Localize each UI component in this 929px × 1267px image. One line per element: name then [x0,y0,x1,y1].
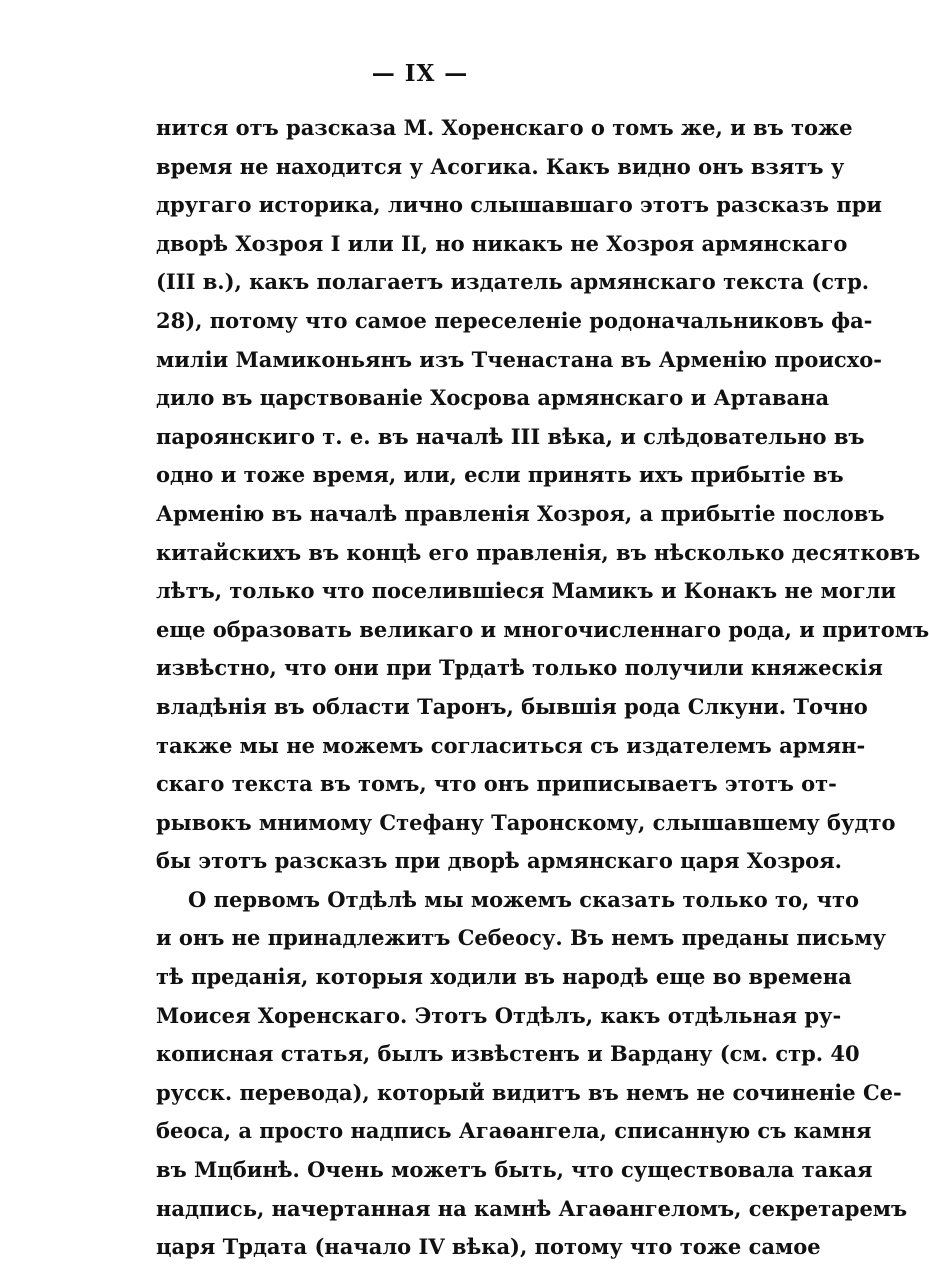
text-line: китайскихъ въ концѣ его правленія, въ нѣсколько десятковъ [156,539,921,565]
paragraph-1 [156,109,929,881]
text-line: кописная статья, былъ извѣстенъ и Вардану (см. стр. 40 [156,1041,860,1067]
text-line: также мы не можемъ согласиться съ издателемъ армян- [156,732,866,758]
text-line: пароянскиго т. е. въ началѣ III вѣка, и слѣдовательно въ [156,423,865,449]
text-line: 28), потому что самое переселеніе родоначальниковъ фа- [156,307,873,333]
body-text [156,109,929,1267]
text-line: рывокъ мнимому Стефану Таронскому, слышавшему будто [156,809,896,835]
page-number: — IX — [371,60,469,87]
text-line: дило въ царствованіе Хосрова армянскаго и Артавана [156,385,830,411]
text-line: одно и тоже время, или, если принять ихъ прибытіе въ [156,462,844,488]
text-line: дворѣ Хозроя I или II, но никакъ не Хозроя армянскаго [156,230,848,256]
paragraph-2 [156,881,908,1267]
text-line: въ Мцбинѣ. Очень можетъ быть, что существовала такая [156,1157,873,1183]
text-line: О первомъ Отдѣлѣ мы можемъ сказать только то, что [188,886,860,912]
text-line: владѣнія въ области Таронъ, бывшія рода Слкуни. Точно [156,693,868,719]
text-line: извѣстно, что они при Трдатѣ только получили княжескія [156,655,883,681]
text-line: Арменію въ началѣ правленія Хозроя, а прибытіе пословъ [156,500,885,526]
text-line: надпись, начертанная на камнѣ Агаѳангеломъ, секретаремъ [156,1195,908,1221]
text-line: Моисея Хоренскаго. Этотъ Отдѣлъ, какъ отдѣльная ру- [156,1002,842,1028]
text-line: нится отъ разсказа М. Хоренскаго о томъ же, и въ тоже [156,115,853,140]
text-line: бы этотъ разсказъ при дворѣ армянскаго царя Хозроя. [156,848,842,874]
text-line: еще образовать великаго и многочисленнаго рода, и притомъ [156,616,929,642]
text-line: другаго историка, лично слышавшаго этотъ разсказъ при [156,192,882,218]
text-line: русск. перевода), который видитъ въ немъ не сочиненіе Се- [156,1079,902,1105]
text-line: миліи Мамиконьянъ изъ Тченастана въ Арменію происхо- [156,346,882,372]
text-line: лѣтъ, только что поселившіеся Мамикъ и Конакъ не могли [156,578,896,604]
text-line: время не находится у Асогика. Какъ видно онъ взятъ у [156,153,845,179]
text-line: тѣ преданія, которыя ходили въ народѣ еще во времена [156,964,852,990]
text-line: беоса, а просто надпись Агаѳангела, списанную съ камня [156,1118,872,1144]
text-line: и онъ не принадлежитъ Себеосу. Въ немъ преданы письму [156,925,886,951]
text-line: (III в.), какъ полагаетъ издатель армянскаго текста (стр. [156,269,870,295]
text-line: скаго текста въ томъ, что онъ приписываетъ этотъ от- [156,771,837,797]
text-line: царя Трдата (начало IV вѣка), потому что тоже самое [156,1234,821,1260]
